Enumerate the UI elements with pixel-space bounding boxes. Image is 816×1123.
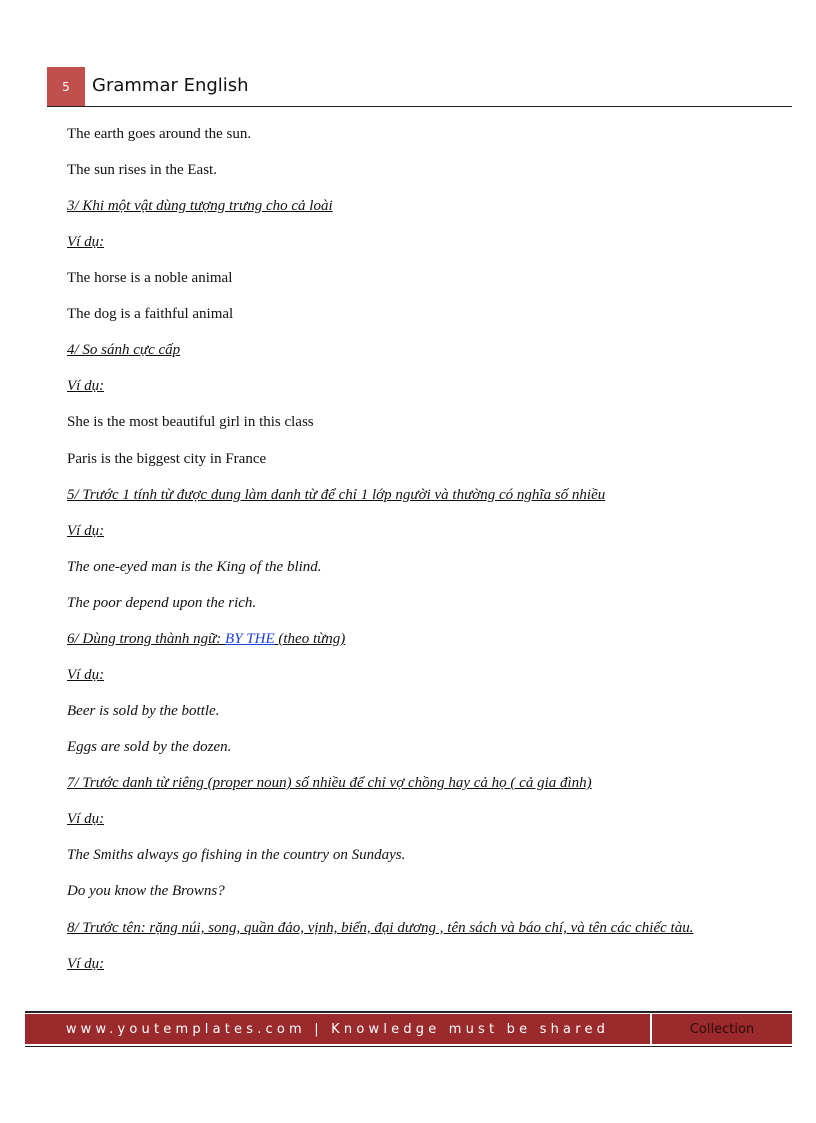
section-heading: 7/ Trước danh từ riêng (proper noun) số nhiều để chỉ vợ chồng hay cả họ ( cả gia đình): [67, 775, 592, 791]
text-line: She is the most beautiful girl in this class: [67, 414, 314, 430]
text-line: The sun rises in the East.: [67, 162, 217, 178]
example-label: Ví dụ:: [67, 667, 105, 683]
text-line: The earth goes around the sun.: [67, 126, 252, 142]
section-heading: 4/ So sánh cực cấp: [67, 342, 181, 358]
page-number-badge: [47, 67, 85, 106]
text-line: The horse is a noble animal: [67, 270, 233, 286]
section-heading-text: (theo từng): [274, 631, 346, 647]
example-label: Ví dụ:: [67, 956, 105, 972]
example-line: The poor depend upon the rich.: [67, 595, 257, 611]
footer-divider-bottom: [25, 1046, 792, 1047]
footer-bar: [25, 1014, 650, 1044]
section-heading: [67, 630, 345, 648]
header-divider: [47, 106, 792, 107]
footer-divider-top: [25, 1011, 792, 1013]
section-heading-text: 6/ Dùng trong thành ngữ:: [67, 631, 226, 647]
page-title: Grammar English: [92, 75, 249, 96]
example-line: Beer is sold by the bottle.: [67, 703, 220, 719]
section-heading: 3/ Khi một vật dùng tượng trưng cho cả loài: [67, 198, 333, 214]
example-line: Eggs are sold by the dozen.: [67, 739, 232, 755]
example-label: Ví dụ:: [67, 523, 105, 539]
section-heading: 5/ Trước 1 tính từ được dung làm danh từ để chỉ 1 lớp người và thường có nghĩa số nhiều: [67, 487, 606, 503]
example-line: Do you know the Browns?: [67, 883, 225, 899]
footer-collection: [652, 1014, 792, 1044]
page-number: 5: [62, 79, 70, 94]
example-label: Ví dụ:: [67, 234, 105, 250]
section-heading: 8/ Trước tên: rặng núi, song, quần đảo, vịnh, biển, đại dương , tên sách và báo chí, và tên các chiếc tàu.: [67, 920, 694, 936]
footer-text: www.youtemplates.com | Knowledge must be shared: [65, 1021, 610, 1037]
example-line: The one-eyed man is the King of the blind.: [67, 559, 322, 575]
example-label: Ví dụ:: [67, 378, 105, 394]
text-line: Paris is the biggest city in France: [67, 451, 267, 467]
text-line: The dog is a faithful animal: [67, 306, 234, 322]
example-line: The Smiths always go fishing in the country on Sundays.: [67, 847, 406, 863]
footer-collection-label: Collection: [689, 1021, 755, 1037]
example-label: Ví dụ:: [67, 811, 105, 827]
by-the-link[interactable]: BY THE: [225, 631, 275, 647]
